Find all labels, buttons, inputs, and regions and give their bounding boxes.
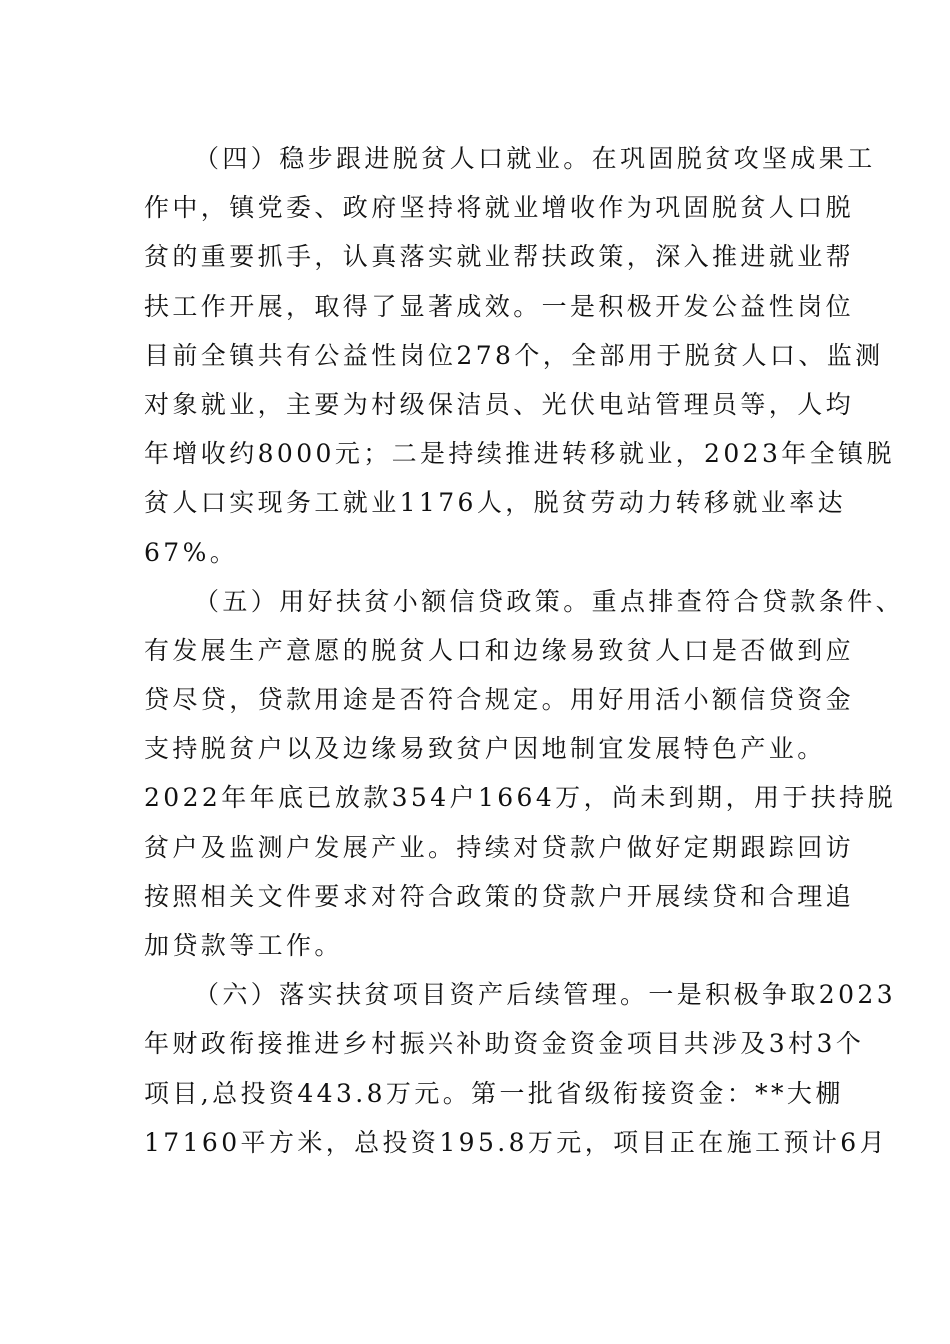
paragraph-project-assets [144, 970, 897, 1167]
text-line: 按照相关文件要求对符合政策的贷款户开展续贷和合理追 [144, 881, 855, 911]
text-line: （四）稳步跟进脱贫人口就业。在巩固脱贫攻坚成果工 [194, 144, 876, 173]
text-line: 对象就业，主要为村级保洁员、光伏电站管理员等，人均 [144, 389, 855, 419]
text-line: 项目,总投资443.8万元。第一批省级衔接资金：**大棚 [144, 1078, 844, 1108]
text-line: 贫的重要抓手，认真落实就业帮扶政策，深入推进就业帮 [144, 242, 855, 272]
text-line: 67%。 [144, 537, 239, 567]
text-line: 支持脱贫户以及边缘易致贫户因地制宜发展特色产业。 [144, 734, 826, 764]
text-line: 年增收约8000元；二是持续推进转移就业，2023年全镇脱 [144, 439, 895, 469]
text-line: 加贷款等工作。 [144, 931, 343, 960]
text-line: 年财政衔接推进乡村振兴补助资金资金项目共涉及3村3个 [144, 1029, 865, 1059]
text-line: 17160平方米，总投资195.8万元，项目正在施工预计6月 [144, 1127, 889, 1157]
paragraph-employment [144, 134, 895, 577]
text-line: 贷尽贷，贷款用途是否符合规定。用好用活小额信贷资金 [144, 685, 855, 715]
document-body [144, 134, 905, 1167]
text-line: （五）用好扶贫小额信贷政策。重点排查符合贷款条件、 [194, 586, 905, 616]
text-line: 扶工作开展，取得了显著成效。一是积极开发公益性岗位 [144, 291, 855, 321]
text-line: （六）落实扶贫项目资产后续管理。一是积极争取2023 [194, 980, 897, 1010]
text-line: 2022年年底已放款354户1664万，尚未到期，用于扶持脱 [144, 783, 896, 813]
paragraph-microcredit [144, 577, 905, 971]
text-line: 贫户及监测户发展产业。持续对贷款户做好定期跟踪回访 [144, 832, 855, 862]
text-line: 作中，镇党委、政府坚持将就业增收作为巩固脱贫人口脱 [144, 193, 855, 223]
text-line: 贫人口实现务工就业1176人，脱贫劳动力转移就业率达 [144, 488, 847, 518]
text-line: 目前全镇共有公益性岗位278个，全部用于脱贫人口、监测 [144, 340, 884, 370]
text-line: 有发展生产意愿的脱贫人口和边缘易致贫人口是否做到应 [144, 635, 855, 665]
